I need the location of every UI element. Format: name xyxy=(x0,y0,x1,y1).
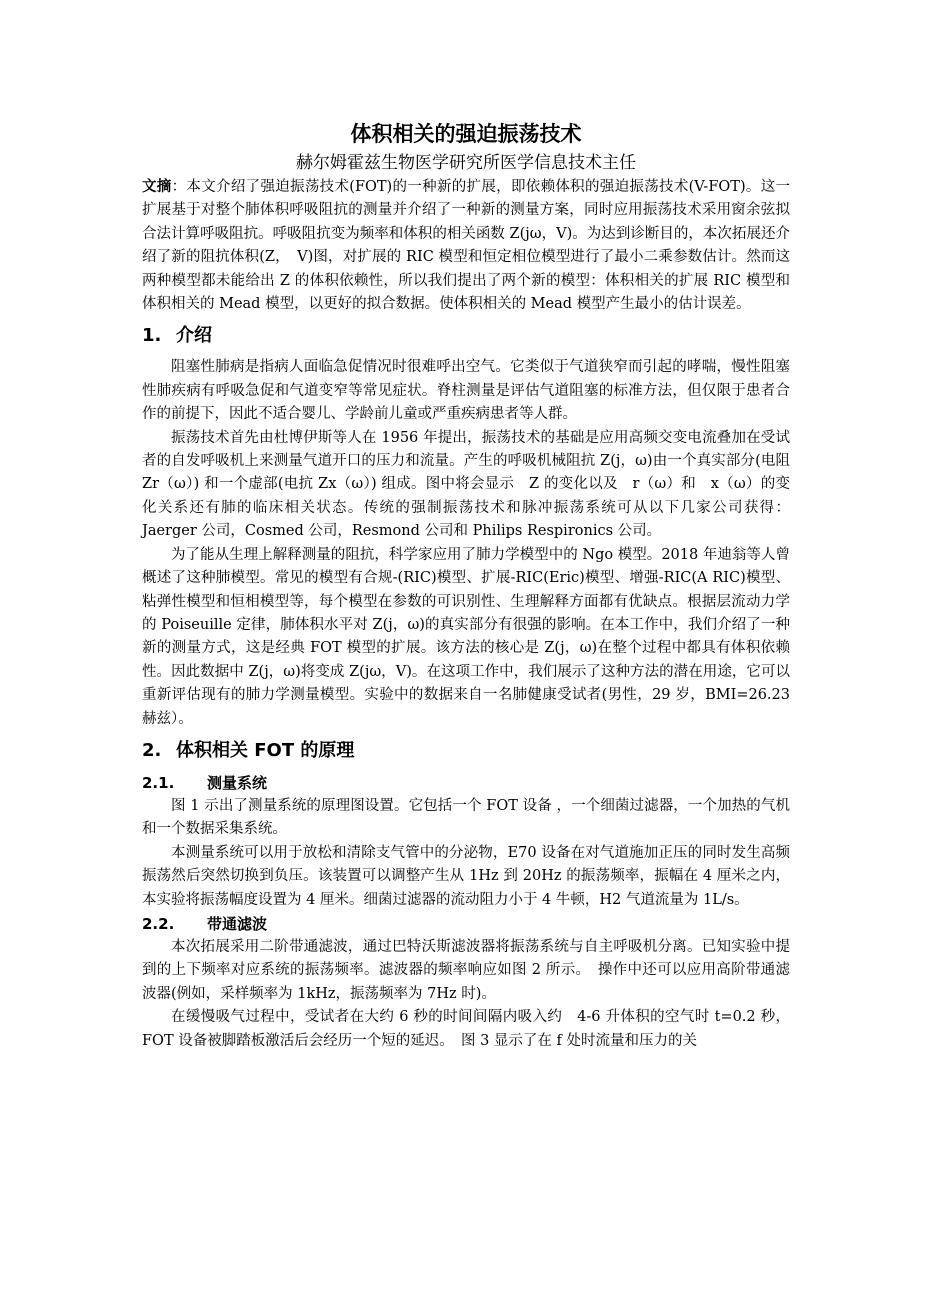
paragraph: 本测量系统可以用于放松和清除支气管中的分泌物，E70 设备在对气道施加正压的同时发生高频振荡然后突然切换到负压。该装置可以调整产生从 1Hz 到 20Hz 的振荡频率，振幅在 4 厘米之内，本实验将振荡幅度设置为 4 厘米。细菌过滤器的流动阻力小于 4 牛顿，H2 气道流量为 1L/s。 xyxy=(142,844,790,908)
subsection-heading-measurement-system xyxy=(142,771,790,795)
paragraph: 阻塞性肺病是指病人面临急促情况时很难呼出空气。它类似于气道狭窄而引起的哮喘，慢性阻塞性肺疾病有呼吸急促和气道变窄等常见症状。脊柱测量是评估气道阻塞的标准方法，但仅限于患者合作的前提下，因此不适合婴儿、学龄前儿童或严重疾病患者等人群。 xyxy=(142,359,790,423)
section-title: 体积相关 FOT 的原理 xyxy=(176,739,355,761)
paragraph: 图 1 示出了测量系统的原理图设置。它包括一个 FOT 设备 ，一个细菌过滤器，一个加热的气机和一个数据采集系统。 xyxy=(142,797,790,838)
section-number: 2. xyxy=(142,739,162,761)
author-affiliation: 赫尔姆霍兹生物医学研究所医学信息技术主任 xyxy=(296,153,636,173)
section-number: 1. xyxy=(142,325,162,347)
subsection-number: 2.2. xyxy=(142,914,175,933)
section-title: 介绍 xyxy=(176,325,212,347)
subsection-number: 2.1. xyxy=(142,773,175,792)
paragraph: 本次拓展采用二阶带通滤波，通过巴特沃斯滤波器将振荡系统与自主呼吸机分离。已知实验中提到的上下频率对应系统的振荡频率。滤波器的频率响应如图 2 所示。 操作中还可以应用高阶带通滤波器(例如，采样频率为 1kHz，振荡频率为 7Hz 时)。 xyxy=(142,938,790,1002)
abstract xyxy=(142,176,790,316)
paper-title: 体积相关的强迫振荡技术 xyxy=(350,122,582,146)
paragraph: 为了能从生理上解释测量的阻抗，科学家应用了肺力学模型中的 Ngo 模型。2018 年迪翁等人曾概述了这种肺模型。常见的模型有合规-(RIC)模型、扩展-RIC(Eric)模型、增强-RIC(A RIC)模型、粘弹性模型和恒相模型等，每个模型在参数的可识别性、生理解释方面都有优缺点。根据层流动力学的 Poiseuille 定律，肺体积水平对 Z(j，ω)的真实部分有很强的影响。在本工作中，我们介绍了一种新的测量方式，这是经典 FOT 模型的扩展。该方法的核心是 Z(j，ω)在整个过程中都具有体积依赖性。因此数据中 Z(j，ω)将变成 Z(jω，V)。在这项工作中，我们展示了这种方法的潜在用途，它可以重新评估现有的肺力学测量模型。实验中的数据来自一名肺健康受试者(男性，29 岁，BMI=26.23 赫兹）。 xyxy=(142,546,790,727)
paragraph: 在缓慢吸气过程中，受试者在大约 6 秒的时间间隔内吸入约 4-6 升体积的空气时 t=0.2 秒，FOT 设备被脚踏板激活后会经历一个短的延迟。 图 3 显示了在 f 处时流量和压力的关 xyxy=(142,1009,790,1049)
paragraph: 振荡技术首先由杜博伊斯等人在 1956 年提出，振荡技术的基础是应用高频交变电流叠加在受试者的自发呼吸机上来测量气道开口的压力和流量。产生的呼吸机械阻抗 Z(j，ω)由一个真实部分(电阻 Zr（ω）) 和一个虚部(电抗 Zx（ω）) 组成。图中将会显示 Z 的变化以及 r（ω）和 x（ω）的变化关系还有肺的临床相关状态。传统的强制振荡技术和脉冲振荡系统可从以下几家公司获得：Jaerger 公司，Cosmed 公司，Resmond 公司和 Philips Respironics 公司。 xyxy=(142,429,790,540)
abstract-label: 文摘 xyxy=(142,179,172,195)
section-heading-introduction xyxy=(142,322,790,350)
document-page xyxy=(142,118,790,1053)
subsection-title: 测量系统 xyxy=(207,773,268,792)
section-heading-principle xyxy=(142,737,790,765)
abstract-text: ：本文介绍了强迫振荡技术(FOT)的一种新的扩展，即依赖体积的强迫振荡技术(V-FOT)。这一扩展基于对整个肺体积呼吸阻抗的测量并介绍了一种新的测量方案，同时应用振荡技术采用窗余弦拟合法计算呼吸阻抗。呼吸阻抗变为频率和体积的相关函数 Z(jω，V)。为达到诊断目的，本次拓展还介绍了新的阻抗体积(Z， V)图，对扩展的 RIC 模型和恒定相位模型进行了最小二乘参数估计。然而这两种模型都未能给出 Z 的体积依赖性，所以我们提出了两个新的模型：体积相关的扩展 RIC 模型和体积相关的 Mead 模型，以更好的拟合数据。使体积相关的 Mead 模型产生最小的估计误差。 xyxy=(142,179,791,313)
subsection-heading-bandpass-filter xyxy=(142,912,790,936)
subsection-title: 带通滤波 xyxy=(207,914,268,933)
